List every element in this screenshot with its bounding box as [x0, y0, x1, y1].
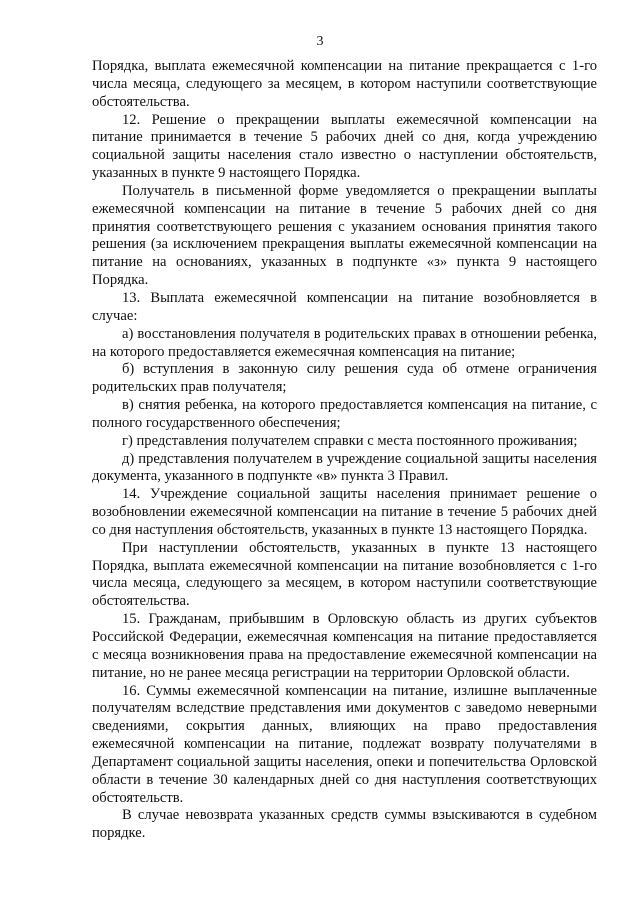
paragraph-resumption: При наступлении обстоятельств, указанных в пункте 13 настоящего Порядка, выплата ежемесячной компенсации на питание возобновляется с 1-го числа месяца, следующего за месяцем, в котором наступили соответствующие обстоятельства.: [92, 539, 597, 610]
paragraph-clause-12: 12. Решение о прекращении выплаты ежемесячной компенсации на питание принимается в течение 5 рабочих дней со дня, когда учреждению социальной защиты населения стало известно о наступлении обстоятельств, указанных в пункте 9 настоящего Порядка.: [92, 111, 597, 182]
list-item-d: д) представления получателем в учреждение социальной защиты населения документа, указанного в подпункте «в» пункта 3 Правил.: [92, 450, 597, 485]
list-item-b: б) вступления в законную силу решения суда об отмене ограничения родительских прав получателя;: [92, 361, 597, 396]
paragraph-clause-14: 14. Учреждение социальной защиты населения принимает решение о возобновлении ежемесячной компенсации на питание в течение 5 рабочих дней со дня наступления обстоятельств, указанных в пункте 13 настоящего Порядка.: [92, 486, 597, 538]
paragraph-clause-13: 13. Выплата ежемесячной компенсации на питание возобновляется в случае:: [92, 289, 597, 324]
paragraph-notification: Получатель в письменной форме уведомляется о прекращении выплаты ежемесячной компенсации на питание в течение 5 рабочих дней со дня принятия соответствующего решения с указанием основания принятия такого решения (за исключением прекращения выплаты ежемесячной компенсации на питание на основаниях, указанных в подпункте «з» пункта 9 настоящего Порядка.: [92, 182, 597, 289]
paragraph-clause-16: 16. Суммы ежемесячной компенсации на питание, излишне выплаченные получателям вследствие представления ими документов с заведомо неверными сведениями, сокрытия данных, влияющих на право предоставления ежемесячной компенсации на питание, подлежат возврату получателями в Департамент социальной защиты населения, опеки и попечительства Орловской области в течение 30 календарных дней со дня наступления соответствующих обстоятельств.: [92, 682, 597, 806]
list-item-a: а) восстановления получателя в родительских правах в отношении ребенка, на которого предоставляется ежемесячная компенсация на питание;: [92, 325, 597, 360]
page-number: 3: [316, 34, 324, 49]
list-item-v: в) снятия ребенка, на которого предоставляется компенсация на питание, с полного государственного обеспечения;: [92, 397, 597, 431]
paragraph-clause-15: 15. Гражданам, прибывшим в Орловскую область из других субъектов Российской Федерации, ежемесячная компенсация на питание предоставляется с месяца возникновения права на предоставление ежемесячной компенсации на питание, но не ранее месяца регистрации на территории Орловской области.: [92, 611, 597, 681]
document-body: [92, 58, 597, 843]
paragraph-non-return: В случае невозврата указанных средств суммы взыскиваются в судебном порядке.: [92, 807, 597, 842]
list-item-g: г) представления получателем справки с места постоянного проживания;: [122, 432, 578, 449]
paragraph-continuation: Порядка, выплата ежемесячной компенсации на питание прекращается с 1-го числа месяца, следующего за месяцем, в котором наступили соответствующие обстоятельства.: [92, 58, 597, 110]
